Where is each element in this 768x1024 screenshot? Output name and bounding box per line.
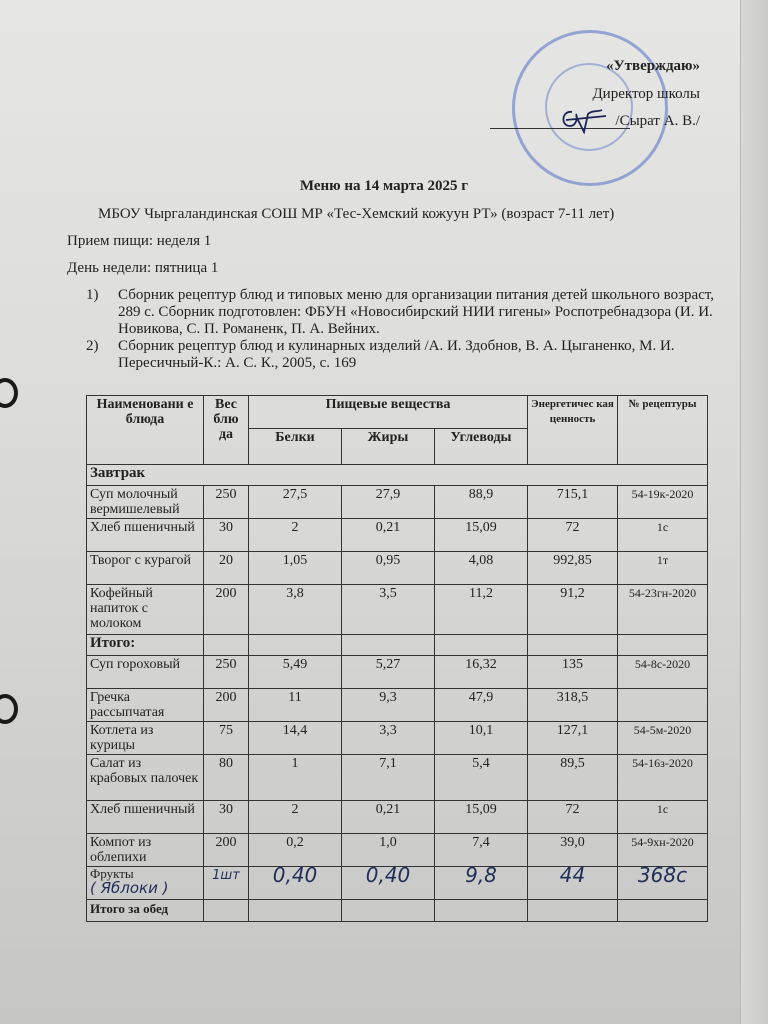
dish-protein: 3,8 [249, 585, 342, 635]
dish-weight: 30 [204, 519, 249, 552]
dish-name: Суп молочный вермишелевый [87, 486, 204, 519]
binder-ring [0, 694, 18, 724]
table-row [87, 519, 708, 552]
dish-name: Хлеб пшеничный [87, 801, 204, 834]
dish-energy: 72 [528, 519, 618, 552]
table-row [87, 801, 708, 834]
dish-fat: 7,1 [342, 755, 435, 801]
fruit-energy: 44 [528, 867, 618, 900]
dish-recipe [618, 689, 708, 722]
dish-energy: 72 [528, 801, 618, 834]
dish-carbs: 7,4 [435, 834, 528, 867]
total-cell [204, 635, 249, 656]
dish-weight: 200 [204, 834, 249, 867]
total-cell [618, 635, 708, 656]
page-edge [740, 0, 768, 1024]
dish-protein: 1,05 [249, 552, 342, 585]
breakfast-total-label: Итого: [87, 635, 204, 656]
dish-recipe: 54-5м-2020 [618, 722, 708, 755]
meal-week: Прием пищи: неделя 1 [67, 233, 212, 249]
table-row [87, 552, 708, 585]
dish-recipe: 54-8с-2020 [618, 656, 708, 689]
dish-energy: 39,0 [528, 834, 618, 867]
dish-carbs: 10,1 [435, 722, 528, 755]
dish-weight: 200 [204, 585, 249, 635]
fruit-weight: 1шт [204, 867, 249, 900]
lunch-rows [87, 656, 708, 867]
breakfast-rows [87, 486, 708, 635]
fruit-fat: 0,40 [342, 867, 435, 900]
dish-protein: 11 [249, 689, 342, 722]
dish-fat: 3,5 [342, 585, 435, 635]
dish-fat: 0,21 [342, 519, 435, 552]
dish-protein: 5,49 [249, 656, 342, 689]
dish-recipe: 54-23гн-2020 [618, 585, 708, 635]
signer-name: /Сырат А. В./ [615, 113, 700, 129]
dish-name: Творог с курагой [87, 552, 204, 585]
table-row [87, 755, 708, 801]
signature-icon [558, 104, 608, 136]
dish-carbs: 47,9 [435, 689, 528, 722]
dish-carbs: 11,2 [435, 585, 528, 635]
source-number: 2) [86, 338, 99, 354]
dish-recipe: 1с [618, 519, 708, 552]
dish-carbs: 5,4 [435, 755, 528, 801]
dish-carbs: 16,32 [435, 656, 528, 689]
dish-protein: 0,2 [249, 834, 342, 867]
dish-weight: 250 [204, 656, 249, 689]
table-row [87, 486, 708, 519]
dish-energy: 135 [528, 656, 618, 689]
dish-name: Суп гороховый [87, 656, 204, 689]
header-carbs: Углеводы [435, 429, 528, 465]
dish-energy: 91,2 [528, 585, 618, 635]
dish-weight: 200 [204, 689, 249, 722]
dish-recipe: 1с [618, 801, 708, 834]
total-cell [528, 635, 618, 656]
dish-energy: 89,5 [528, 755, 618, 801]
dish-protein: 2 [249, 801, 342, 834]
header-weight: Вес блю да [204, 396, 249, 465]
dish-name: Кофейный напиток с молоком [87, 585, 204, 635]
total-cell [435, 900, 528, 922]
lunch-total-label: Итого за обед [87, 900, 204, 922]
fruit-recipe: 368с [618, 867, 708, 900]
source-number: 1) [86, 287, 99, 303]
organization: МБОУ Чыргаландинская СОШ МР «Тес-Хемский кожуун РТ» (возраст 7-11 лет) [98, 206, 615, 222]
section-breakfast: Завтрак [87, 465, 708, 486]
total-cell [435, 635, 528, 656]
total-cell [204, 900, 249, 922]
fruit-name-cell [87, 867, 204, 900]
total-cell [528, 900, 618, 922]
source-text: Сборник рецептур блюд и типовых меню для организации питания детей школьного возраст, 289 с. Сборник подготовлен: ФБУН «Новосибирский НИИ гигены» Роспотребнадзора (И. И. Новикова, С. П. Романенк, П. А. Вейних. [118, 287, 715, 337]
dish-protein: 1 [249, 755, 342, 801]
dish-recipe: 1т [618, 552, 708, 585]
table-row [87, 834, 708, 867]
menu-table [86, 395, 708, 922]
fruit-carbs: 9,8 [435, 867, 528, 900]
table-row [87, 656, 708, 689]
dish-recipe: 54-9хн-2020 [618, 834, 708, 867]
dish-name: Котлета из курицы [87, 722, 204, 755]
dish-fat: 27,9 [342, 486, 435, 519]
dish-weight: 30 [204, 801, 249, 834]
dish-name: Компот из облепихи [87, 834, 204, 867]
dish-carbs: 15,09 [435, 801, 528, 834]
director-label: Директор школы [592, 86, 700, 102]
menu-title: Меню на 14 марта 2025 г [299, 178, 469, 194]
dish-carbs: 15,09 [435, 519, 528, 552]
binder-ring [0, 378, 18, 408]
dish-name: Гречка рассыпчатая [87, 689, 204, 722]
table-row [87, 722, 708, 755]
weekday: День недели: пятница 1 [67, 260, 219, 276]
dish-carbs: 88,9 [435, 486, 528, 519]
table-row [87, 689, 708, 722]
total-cell [342, 900, 435, 922]
dish-energy: 992,85 [528, 552, 618, 585]
total-cell [342, 635, 435, 656]
header-recipe: № рецептуры [618, 396, 708, 465]
fruit-row [87, 867, 708, 900]
dish-recipe: 54-19к-2020 [618, 486, 708, 519]
table-row [87, 585, 708, 635]
fruit-name-printed: Фрукты [90, 866, 134, 881]
dish-fat: 5,27 [342, 656, 435, 689]
approval-heading: «Утверждаю» [606, 58, 700, 74]
dish-fat: 1,0 [342, 834, 435, 867]
dish-fat: 3,3 [342, 722, 435, 755]
dish-fat: 0,21 [342, 801, 435, 834]
total-cell [249, 900, 342, 922]
dish-protein: 27,5 [249, 486, 342, 519]
header-name: Наименовани е блюда [87, 396, 204, 465]
header-fat: Жиры [342, 429, 435, 465]
total-cell [618, 900, 708, 922]
header-protein: Белки [249, 429, 342, 465]
header-nutrients: Пищевые вещества [249, 396, 528, 429]
source-item [86, 338, 726, 372]
dish-fat: 0,95 [342, 552, 435, 585]
dish-fat: 9,3 [342, 689, 435, 722]
source-text: Сборник рецептур блюд и кулинарных изделий /А. И. Здобнов, В. А. Цыганенко, М. И. Пересичный-К.: А. С. К., 2005, с. 169 [118, 338, 675, 371]
fruit-name-handwritten: ( Яблоки ) [90, 879, 169, 897]
dish-weight: 75 [204, 722, 249, 755]
dish-weight: 250 [204, 486, 249, 519]
dish-energy: 715,1 [528, 486, 618, 519]
source-item [86, 287, 726, 338]
dish-weight: 80 [204, 755, 249, 801]
dish-name: Салат из крабовых палочек [87, 755, 204, 801]
header-energy: Энергетичес кая ценность [528, 396, 618, 465]
fruit-protein: 0,40 [249, 867, 342, 900]
dish-protein: 2 [249, 519, 342, 552]
dish-energy: 127,1 [528, 722, 618, 755]
dish-name: Хлеб пшеничный [87, 519, 204, 552]
dish-weight: 20 [204, 552, 249, 585]
dish-protein: 14,4 [249, 722, 342, 755]
total-cell [249, 635, 342, 656]
dish-carbs: 4,08 [435, 552, 528, 585]
sources-list [86, 287, 726, 372]
dish-energy: 318,5 [528, 689, 618, 722]
dish-recipe: 54-16з-2020 [618, 755, 708, 801]
